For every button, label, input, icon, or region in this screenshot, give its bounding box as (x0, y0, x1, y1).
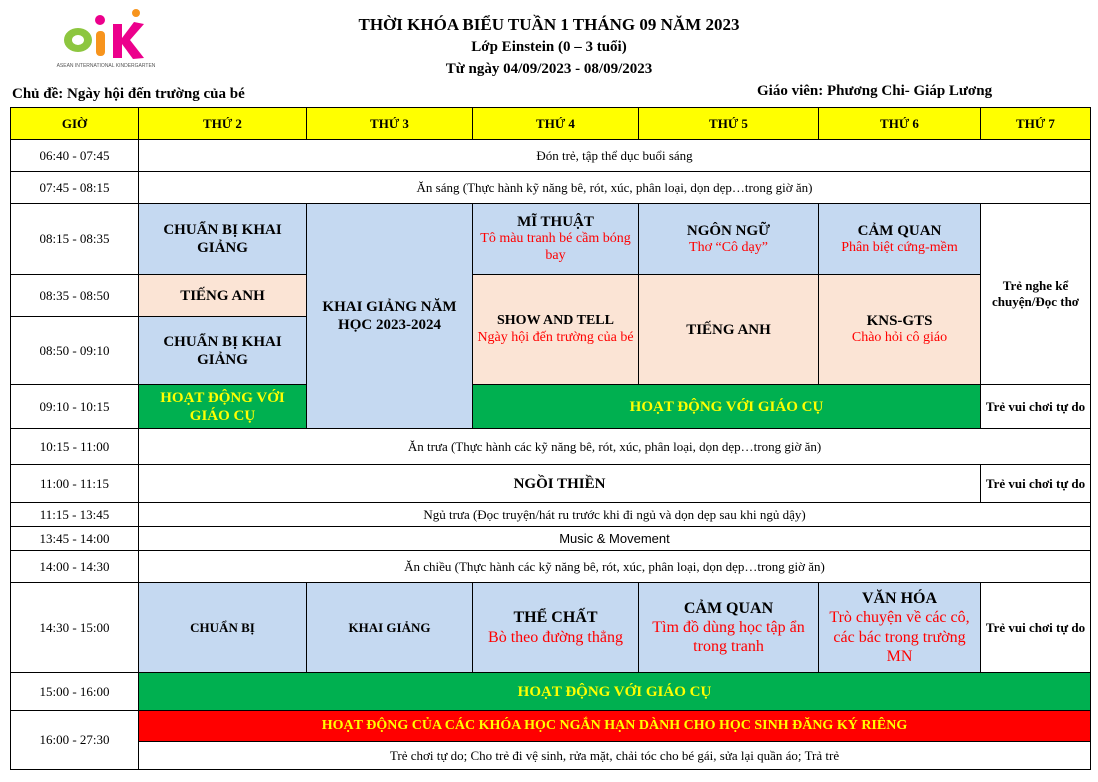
short-courses-cell: HOẠT ĐỘNG CỦA CÁC KHÓA HỌC NGẮN HẠN DÀNH CHO HỌC SINH ĐĂNG KÝ RIÊNG (139, 711, 1091, 742)
col-header-fri: THỨ 6 (819, 108, 981, 140)
table-row (11, 742, 1091, 770)
table-row (11, 527, 1091, 551)
wed-pm-cell (473, 583, 639, 673)
fri-pm-sub: Trò chuyện về các cô, các bác trong trường MN (829, 609, 970, 665)
sat-pm-cell: Trẻ vui chơi tự do (981, 583, 1091, 673)
tue-opening-cell: KHAI GIẢNG NĂM HỌC 2023-2024 (307, 204, 473, 429)
col-header-thu: THỨ 5 (639, 108, 819, 140)
thu-language-cell (639, 204, 819, 275)
table-row (11, 465, 1091, 503)
sat-free-play-cell: Trẻ vui chơi tự do (981, 385, 1091, 429)
mon-prep-cell: CHUẨN BỊ KHAI GIẢNG (139, 204, 307, 275)
table-row (11, 172, 1091, 204)
fri-pm-title: VĂN HÓA (861, 590, 938, 608)
fri-sense-title: CẢM QUAN (857, 222, 942, 239)
wed-art-sub: Tô màu tranh bé cầm bóng bay (480, 231, 631, 263)
breakfast-cell: Ăn sáng (Thực hành kỹ năng bê, rót, xúc, phân loại, dọn dẹp…trong giờ ăn) (139, 172, 1091, 204)
welcome-cell: Đón trẻ, tập thể dục buổi sáng (139, 140, 1091, 172)
sat-free-play-cell-2: Trẻ vui chơi tự do (981, 465, 1091, 503)
page-title: THỜI KHÓA BIỂU TUẦN 1 THÁNG 09 NĂM 2023 (358, 15, 740, 34)
meditation-cell: NGỒI THIỀN (139, 465, 981, 503)
table-row (11, 583, 1091, 673)
time-cell: 14:00 - 14:30 (11, 551, 139, 583)
lunch-cell: Ăn trưa (Thực hành các kỹ năng bê, rót, xúc, phân loại, dọn dẹp…trong giờ ăn) (139, 429, 1091, 465)
table-row (11, 385, 1091, 429)
time-cell: 14:30 - 15:00 (11, 583, 139, 673)
fri-sense-sub: Phân biệt cứng-mềm (841, 239, 958, 255)
thu-pm-sub: Tìm đồ dùng học tập ẩn trong tranh (652, 618, 805, 656)
table-row (11, 275, 1091, 317)
time-cell: 11:00 - 11:15 (11, 465, 139, 503)
table-row (11, 503, 1091, 527)
mon-english-cell: TIẾNG ANH (139, 275, 307, 317)
thu-english-cell: TIẾNG ANH (639, 275, 819, 385)
fri-kns-sub: Chào hỏi cô giáo (851, 330, 948, 346)
table-row (11, 673, 1091, 711)
col-header-time: GIỜ (11, 108, 139, 140)
table-row (11, 429, 1091, 465)
snack-cell: Ăn chiều (Thực hành các kỹ năng bê, rót, xúc, phân loại, dọn dẹp…trong giờ ăn) (139, 551, 1091, 583)
logo-subtext: ASEAN INTERNATIONAL KINDERGARTEN (56, 63, 156, 69)
class-line: Lớp Einstein (0 – 3 tuổi) (471, 39, 627, 55)
wed-pm-sub: Bò theo đường thẳng (488, 628, 623, 646)
teacher-label: Giáo viên: Phương Chi- Giáp Lương (757, 83, 993, 99)
col-header-tue: THỨ 3 (307, 108, 473, 140)
mon-pm-cell: CHUẨN BỊ (139, 583, 307, 673)
time-cell: 15:00 - 16:00 (11, 673, 139, 711)
nap-cell: Ngủ trưa (Đọc truyện/hát ru trước khi đi ngủ và dọn dẹp sau khi ngủ dậy) (139, 503, 1091, 527)
thu-pm-cell (639, 583, 819, 673)
fri-kns-cell (819, 275, 981, 385)
music-cell: Music & Movement (139, 527, 1091, 551)
col-header-sat: THỨ 7 (981, 108, 1091, 140)
time-cell: 08:15 - 08:35 (11, 204, 139, 275)
wed-show-tell-title: SHOW AND TELL (497, 312, 614, 328)
col-header-wed: THỨ 4 (473, 108, 639, 140)
tue-pm-cell: KHAI GIẢNG (307, 583, 473, 673)
time-cell: 08:50 - 09:10 (11, 317, 139, 385)
fri-pm-cell (819, 583, 981, 673)
free-play-cell: Trẻ chơi tự do; Cho trẻ đi vệ sinh, rửa mặt, chải tóc cho bé gái, sửa lại quần áo; Trả trẻ (139, 742, 1091, 770)
activity-all-cell: HOẠT ĐỘNG VỚI GIÁO CỤ (139, 673, 1091, 711)
mon-prep-cell-2: CHUẨN BỊ KHAI GIẢNG (139, 317, 307, 385)
thu-pm-title: CẢM QUAN (683, 599, 774, 617)
wed-art-title: MĨ THUẬT (517, 214, 594, 231)
wed-art-cell (473, 204, 639, 275)
sat-story-cell: Trẻ nghe kể chuyện/Đọc thơ (981, 204, 1091, 385)
thu-language-title: NGÔN NGỮ (686, 222, 771, 239)
table-row (11, 711, 1091, 742)
timetable (10, 107, 1091, 770)
time-cell: 07:45 - 08:15 (11, 172, 139, 204)
time-cell: 09:10 - 10:15 (11, 385, 139, 429)
wed-pm-title: THỂ CHẤT (513, 609, 598, 627)
wed-show-tell-cell (473, 275, 639, 385)
mon-activity-cell: HOẠT ĐỘNG VỚI GIÁO CỤ (139, 385, 307, 429)
time-cell: 08:35 - 08:50 (11, 275, 139, 317)
date-range: Từ ngày 04/09/2023 - 08/09/2023 (445, 61, 653, 77)
time-cell: 11:15 - 13:45 (11, 503, 139, 527)
col-header-mon: THỨ 2 (139, 108, 307, 140)
time-cell: 10:15 - 11:00 (11, 429, 139, 465)
table-row (11, 551, 1091, 583)
time-cell: 13:45 - 14:00 (11, 527, 139, 551)
thu-language-sub: Thơ “Cô dạy” (689, 239, 768, 255)
time-cell: 06:40 - 07:45 (11, 140, 139, 172)
wed-fri-activity-cell: HOẠT ĐỘNG VỚI GIÁO CỤ (473, 385, 981, 429)
time-cell: 16:00 - 27:30 (11, 711, 139, 770)
fri-sense-cell (819, 204, 981, 275)
wed-show-tell-sub: Ngày hội đến trường của bé (477, 329, 634, 345)
header-row (11, 108, 1091, 140)
table-row (11, 204, 1091, 275)
theme-label: Chủ đề: Ngày hội đến trường của bé (12, 86, 245, 102)
table-row (11, 140, 1091, 172)
fri-kns-title: KNS-GTS (866, 313, 933, 330)
